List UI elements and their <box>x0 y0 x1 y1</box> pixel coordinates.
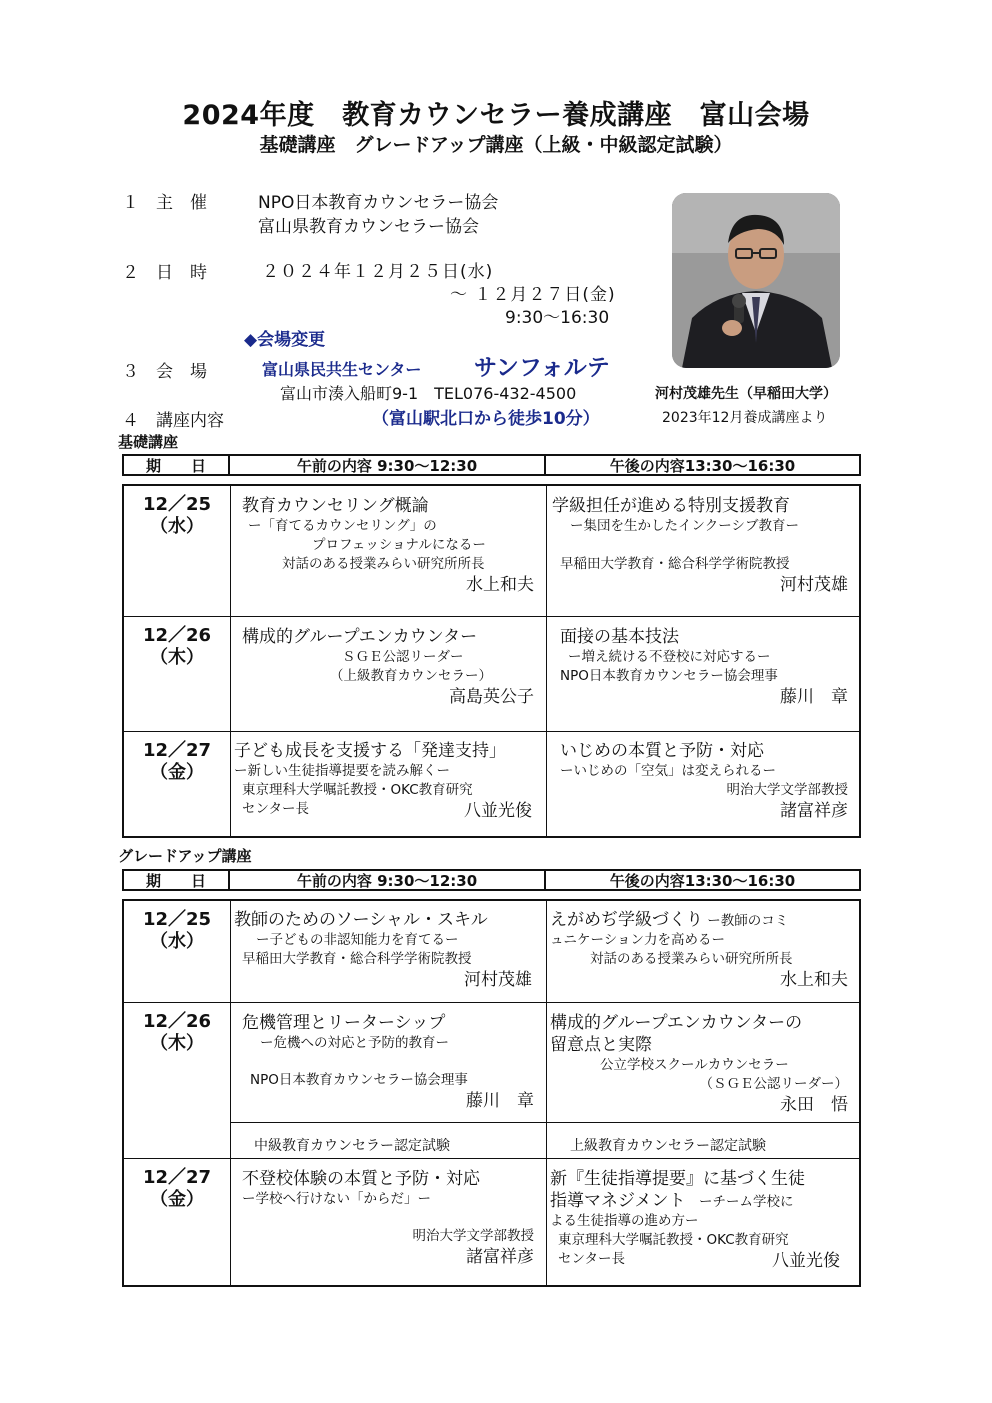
am-title: 危機管理とリーターシップ <box>242 1013 446 1033</box>
am-lecturer: 河村茂雄 <box>464 970 532 990</box>
date-label: ２ 日 時 <box>122 263 207 283</box>
pm-affiliation: 公立学校スクールカウンセラー <box>600 1057 789 1073</box>
pm-title: いじめの本質と予防・対応 <box>560 741 764 761</box>
table-row <box>124 731 859 836</box>
row-date: 12／27 <box>142 740 212 761</box>
am-cell <box>234 740 542 822</box>
am-sub: （上級教育カウンセラー） <box>330 668 492 684</box>
pm-sub: ュニケーション力を高めるー <box>550 932 725 948</box>
am-sub: ＳＧＥ公認リーダー <box>342 649 464 665</box>
am-title: 教師のためのソーシャル・スキル <box>234 910 488 930</box>
page-title: 2024年度 教育カウンセラー養成講座 富山会場 <box>182 100 810 131</box>
pm-lecturer: 諸富祥彦 <box>780 801 848 821</box>
am-sub: ー学校へ行けない「からだ」ー <box>242 1191 431 1207</box>
pm-sub: ー集団を生かしたインクーシブ教育ー <box>570 518 799 534</box>
content-label: ４ 講座内容 <box>122 411 224 431</box>
am-affiliation: センター長 <box>242 801 309 817</box>
pm-lecturer: 河村茂雄 <box>780 575 848 595</box>
pm-title: えがめぢ学級づくり <box>550 910 703 930</box>
pm-cell <box>560 740 848 822</box>
lecturer-photo-image <box>672 193 840 368</box>
header-date: 期 日 <box>124 871 230 889</box>
am-affiliation: 東京理科大学嘱託教授・OKC教育研究 <box>242 782 473 798</box>
pm-affiliation: 早稲田大学教育・総合科学学術院教授 <box>560 556 790 572</box>
host-line1: NPO日本教育カウンセラー協会 <box>258 193 499 213</box>
pm-affiliation: 東京理科大学嘱託教授・OKC教育研究 <box>558 1232 789 1248</box>
pm-sub: よる生徒指導の進め方ー <box>550 1213 699 1229</box>
am-lecturer: 藤川 章 <box>466 1091 534 1111</box>
am-title: 子ども成長を支援する「発達支持」 <box>234 741 506 761</box>
pm-cell <box>550 1168 854 1272</box>
venue-address: 富山市湊入船町9-1 TEL076-432-4500 <box>280 384 577 403</box>
row-date: 12／26 <box>142 625 212 646</box>
row-day: （木） <box>150 1033 204 1054</box>
pm-affiliation: 明治大学文学部教授 <box>726 782 848 798</box>
host-line2: 富山県教育カウンセラー協会 <box>258 217 479 237</box>
venue-name: 富山県民共生センター <box>262 360 422 379</box>
pm-sub: ーチーム学校に <box>699 1194 794 1210</box>
table-row <box>124 901 859 1002</box>
am-sub: ー子どもの非認知能力を育てるー <box>256 932 459 948</box>
pm-cell <box>560 626 848 708</box>
pm-lecturer: 藤川 章 <box>780 687 848 707</box>
am-cell <box>242 1012 540 1112</box>
pm-affiliation: センター長 <box>558 1251 625 1267</box>
date-line3: 9:30～16:30 <box>505 308 610 328</box>
pm-affiliation: 対話のある授業みらい研究所所長 <box>590 951 793 967</box>
pm-title-cont: 留意点と実際 <box>550 1035 652 1055</box>
row-day: （水） <box>150 931 204 952</box>
am-title: 不登校体験の本質と予防・対応 <box>242 1169 480 1189</box>
grade-table <box>122 899 861 1287</box>
basic-section-label: 基礎講座 <box>118 433 179 451</box>
pm-cell <box>550 1012 848 1116</box>
basic-table <box>122 484 861 838</box>
pm-title: 新『生徒指導提要』に基づく生徒 <box>550 1169 805 1189</box>
am-lecturer: 諸富祥彦 <box>466 1247 534 1267</box>
row-day: （金） <box>150 1189 204 1210</box>
row-day: （金） <box>150 762 204 783</box>
photo-caption: 河村茂雄先生（早稲田大学） <box>655 386 837 402</box>
am-sub: ー危機への対応と予防的教育ー <box>260 1035 449 1051</box>
date-line2: ～ １２月２７日(金) <box>450 285 616 305</box>
am-affiliation: NPO日本教育カウンセラー協会理事 <box>250 1072 468 1088</box>
header-am: 午前の内容 9:30～12:30 <box>230 456 546 474</box>
am-cell <box>242 1168 540 1268</box>
am-cell <box>242 495 540 596</box>
am-sub: プロフェッショナルになるー <box>312 537 486 553</box>
table-row <box>124 1158 859 1285</box>
grade-section-label: グレードアップ講座 <box>118 847 252 865</box>
pm-sub: ーいじめの「空気」は変えられるー <box>560 763 776 779</box>
pm-title: 面接の基本技法 <box>560 627 679 647</box>
table-row <box>124 1002 859 1158</box>
am-affiliation: 明治大学文学部教授 <box>412 1228 534 1244</box>
row-date: 12／25 <box>142 494 212 515</box>
am-sub: ー新しい生徒指導提要を読み解くー <box>234 763 450 779</box>
pm-title-cont: 指導マネジメント <box>550 1191 686 1211</box>
pm-cell <box>550 909 848 991</box>
pm-affiliation: NPO日本教育カウンセラー協会理事 <box>560 668 778 684</box>
pm-affiliation: （ＳＧＥ公認リーダー） <box>699 1076 848 1092</box>
header-am: 午前の内容 9:30～12:30 <box>230 871 546 889</box>
am-title: 構成的グループエンカウンター <box>242 627 478 647</box>
row-day: （木） <box>150 647 204 668</box>
host-label: １ 主 催 <box>122 193 207 213</box>
venue-access: （富山駅北口から徒歩10分） <box>372 409 600 429</box>
pm-cell <box>552 495 848 596</box>
am-title: 教育カウンセリング概論 <box>242 496 429 516</box>
am-affiliation: 早稲田大学教育・総合科学学術院教授 <box>242 951 472 967</box>
grade-header-row <box>122 869 861 891</box>
row-date: 12／25 <box>142 909 212 930</box>
table-row <box>124 486 859 616</box>
am-lecturer: 水上和夫 <box>466 575 534 595</box>
pm-title: 学級担任が進める特別支援教育 <box>552 496 790 516</box>
basic-header-row <box>122 454 861 476</box>
header-pm: 午後の内容13:30～16:30 <box>609 871 796 890</box>
page-subtitle: 基礎講座 グレードアップ講座（上級・中級認定試験） <box>259 134 733 156</box>
row-date: 12／26 <box>142 1011 212 1032</box>
pm-lecturer: 水上和夫 <box>780 970 848 990</box>
table-row <box>124 616 859 731</box>
pm-sub: ー教師のコミ <box>707 913 789 929</box>
row-date: 12／27 <box>142 1167 212 1188</box>
venue-name-big: サンフォルテ <box>474 355 610 381</box>
am-affiliation: 対話のある授業みらい研究所所長 <box>282 556 485 572</box>
lecturer-photo <box>672 193 840 368</box>
exam-advanced: 上級教育カウンセラー認定試験 <box>570 1138 766 1154</box>
am-lecturer: 高島英公子 <box>449 687 534 707</box>
row-day: （水） <box>150 516 204 537</box>
am-cell <box>242 626 540 708</box>
am-cell <box>234 909 542 991</box>
header-date: 期 日 <box>124 456 230 474</box>
exam-intermediate: 中級教育カウンセラー認定試験 <box>254 1138 450 1154</box>
photo-caption-source: 2023年12月養成講座より <box>662 410 828 426</box>
am-lecturer: 八並光俊 <box>464 801 532 821</box>
pm-title: 構成的グループエンカウンターの <box>550 1013 803 1033</box>
header-pm: 午後の内容13:30～16:30 <box>609 456 796 475</box>
pm-lecturer: 永田 悟 <box>780 1095 848 1115</box>
pm-lecturer: 八並光俊 <box>772 1251 840 1271</box>
date-line1: ２０２４年１２月２５日(水) <box>262 262 494 282</box>
pm-sub: ー増え続ける不登校に対応するー <box>568 649 771 665</box>
venue-label: ３ 会 場 <box>122 362 207 382</box>
am-sub: ー「育てるカウンセリング」の <box>248 518 437 534</box>
venue-change-notice: ◆会場変更 <box>244 330 326 350</box>
